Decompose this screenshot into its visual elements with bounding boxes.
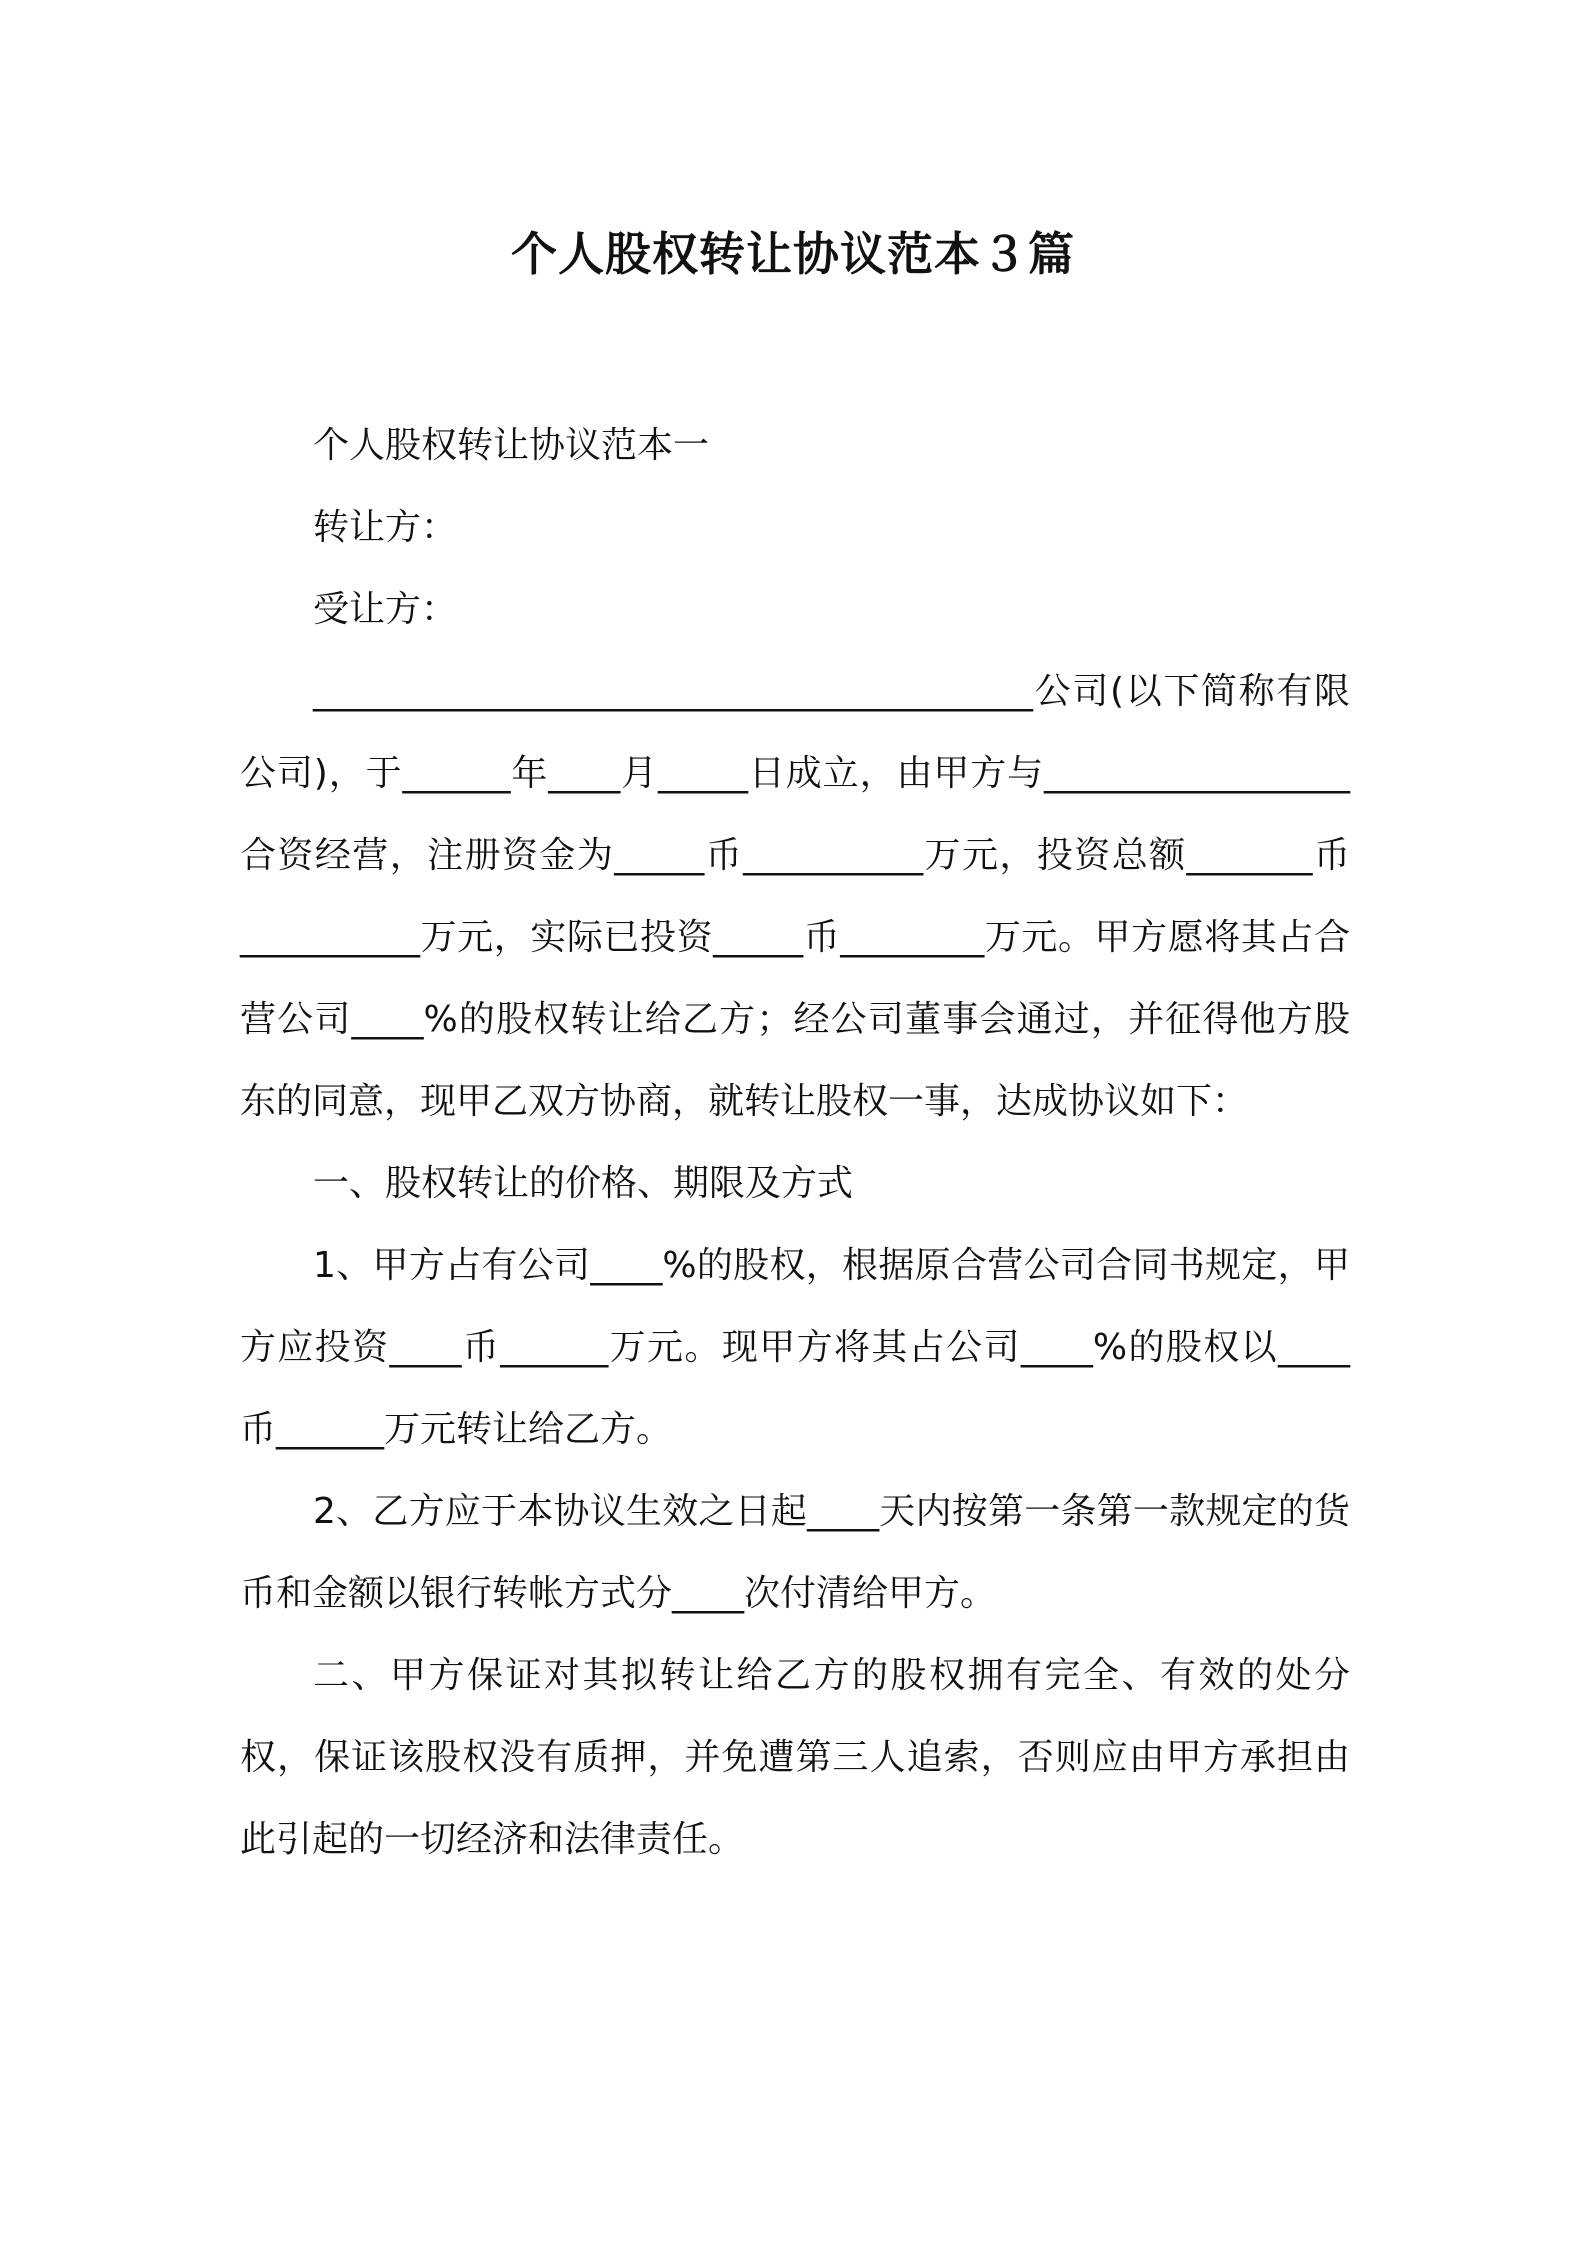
clause-2: 二、甲方保证对其拟转让给乙方的股权拥有完全、有效的处分权，保证该股权没有质押，并免遭第三人追索，否则应由甲方承担由此引起的一切经济和法律责任。	[240, 1655, 1350, 1860]
transferee-line: 受让方：	[313, 589, 458, 630]
clause-heading-1: 一、股权转让的价格、期限及方式	[313, 1163, 854, 1204]
clause-1-2: 2、乙方应于本协议生效之日起____天内按第一条第一款规定的货币和金额以银行转帐方式分____次付清给甲方。	[240, 1491, 1350, 1614]
document-title: 个人股权转让协议范本３篇	[511, 227, 1075, 281]
intro-paragraph: ________________________________________公司(以下简称有限公司)，于______年____月_____日成立，由甲方与_________________合资经营，注册资金为_____币__________万元，投资总额_______币__________万元，实际已投资_____币________万元。甲方愿将其占合营公司____%的股权转让给乙方；经公司董事会通过，并征得他方股东的同意，现甲乙双方协商，就转让股权一事，达成协议如下：	[240, 671, 1350, 1122]
transferor-line: 转让方：	[313, 507, 458, 548]
section-heading: 个人股权转让协议范本一	[313, 425, 710, 466]
document-body	[240, 405, 1350, 1881]
clause-1-1: 1、甲方占有公司____%的股权，根据原合营公司合同书规定，甲方应投资____币______万元。现甲方将其占公司____%的股权以____币______万元转让给乙方。	[240, 1245, 1350, 1450]
